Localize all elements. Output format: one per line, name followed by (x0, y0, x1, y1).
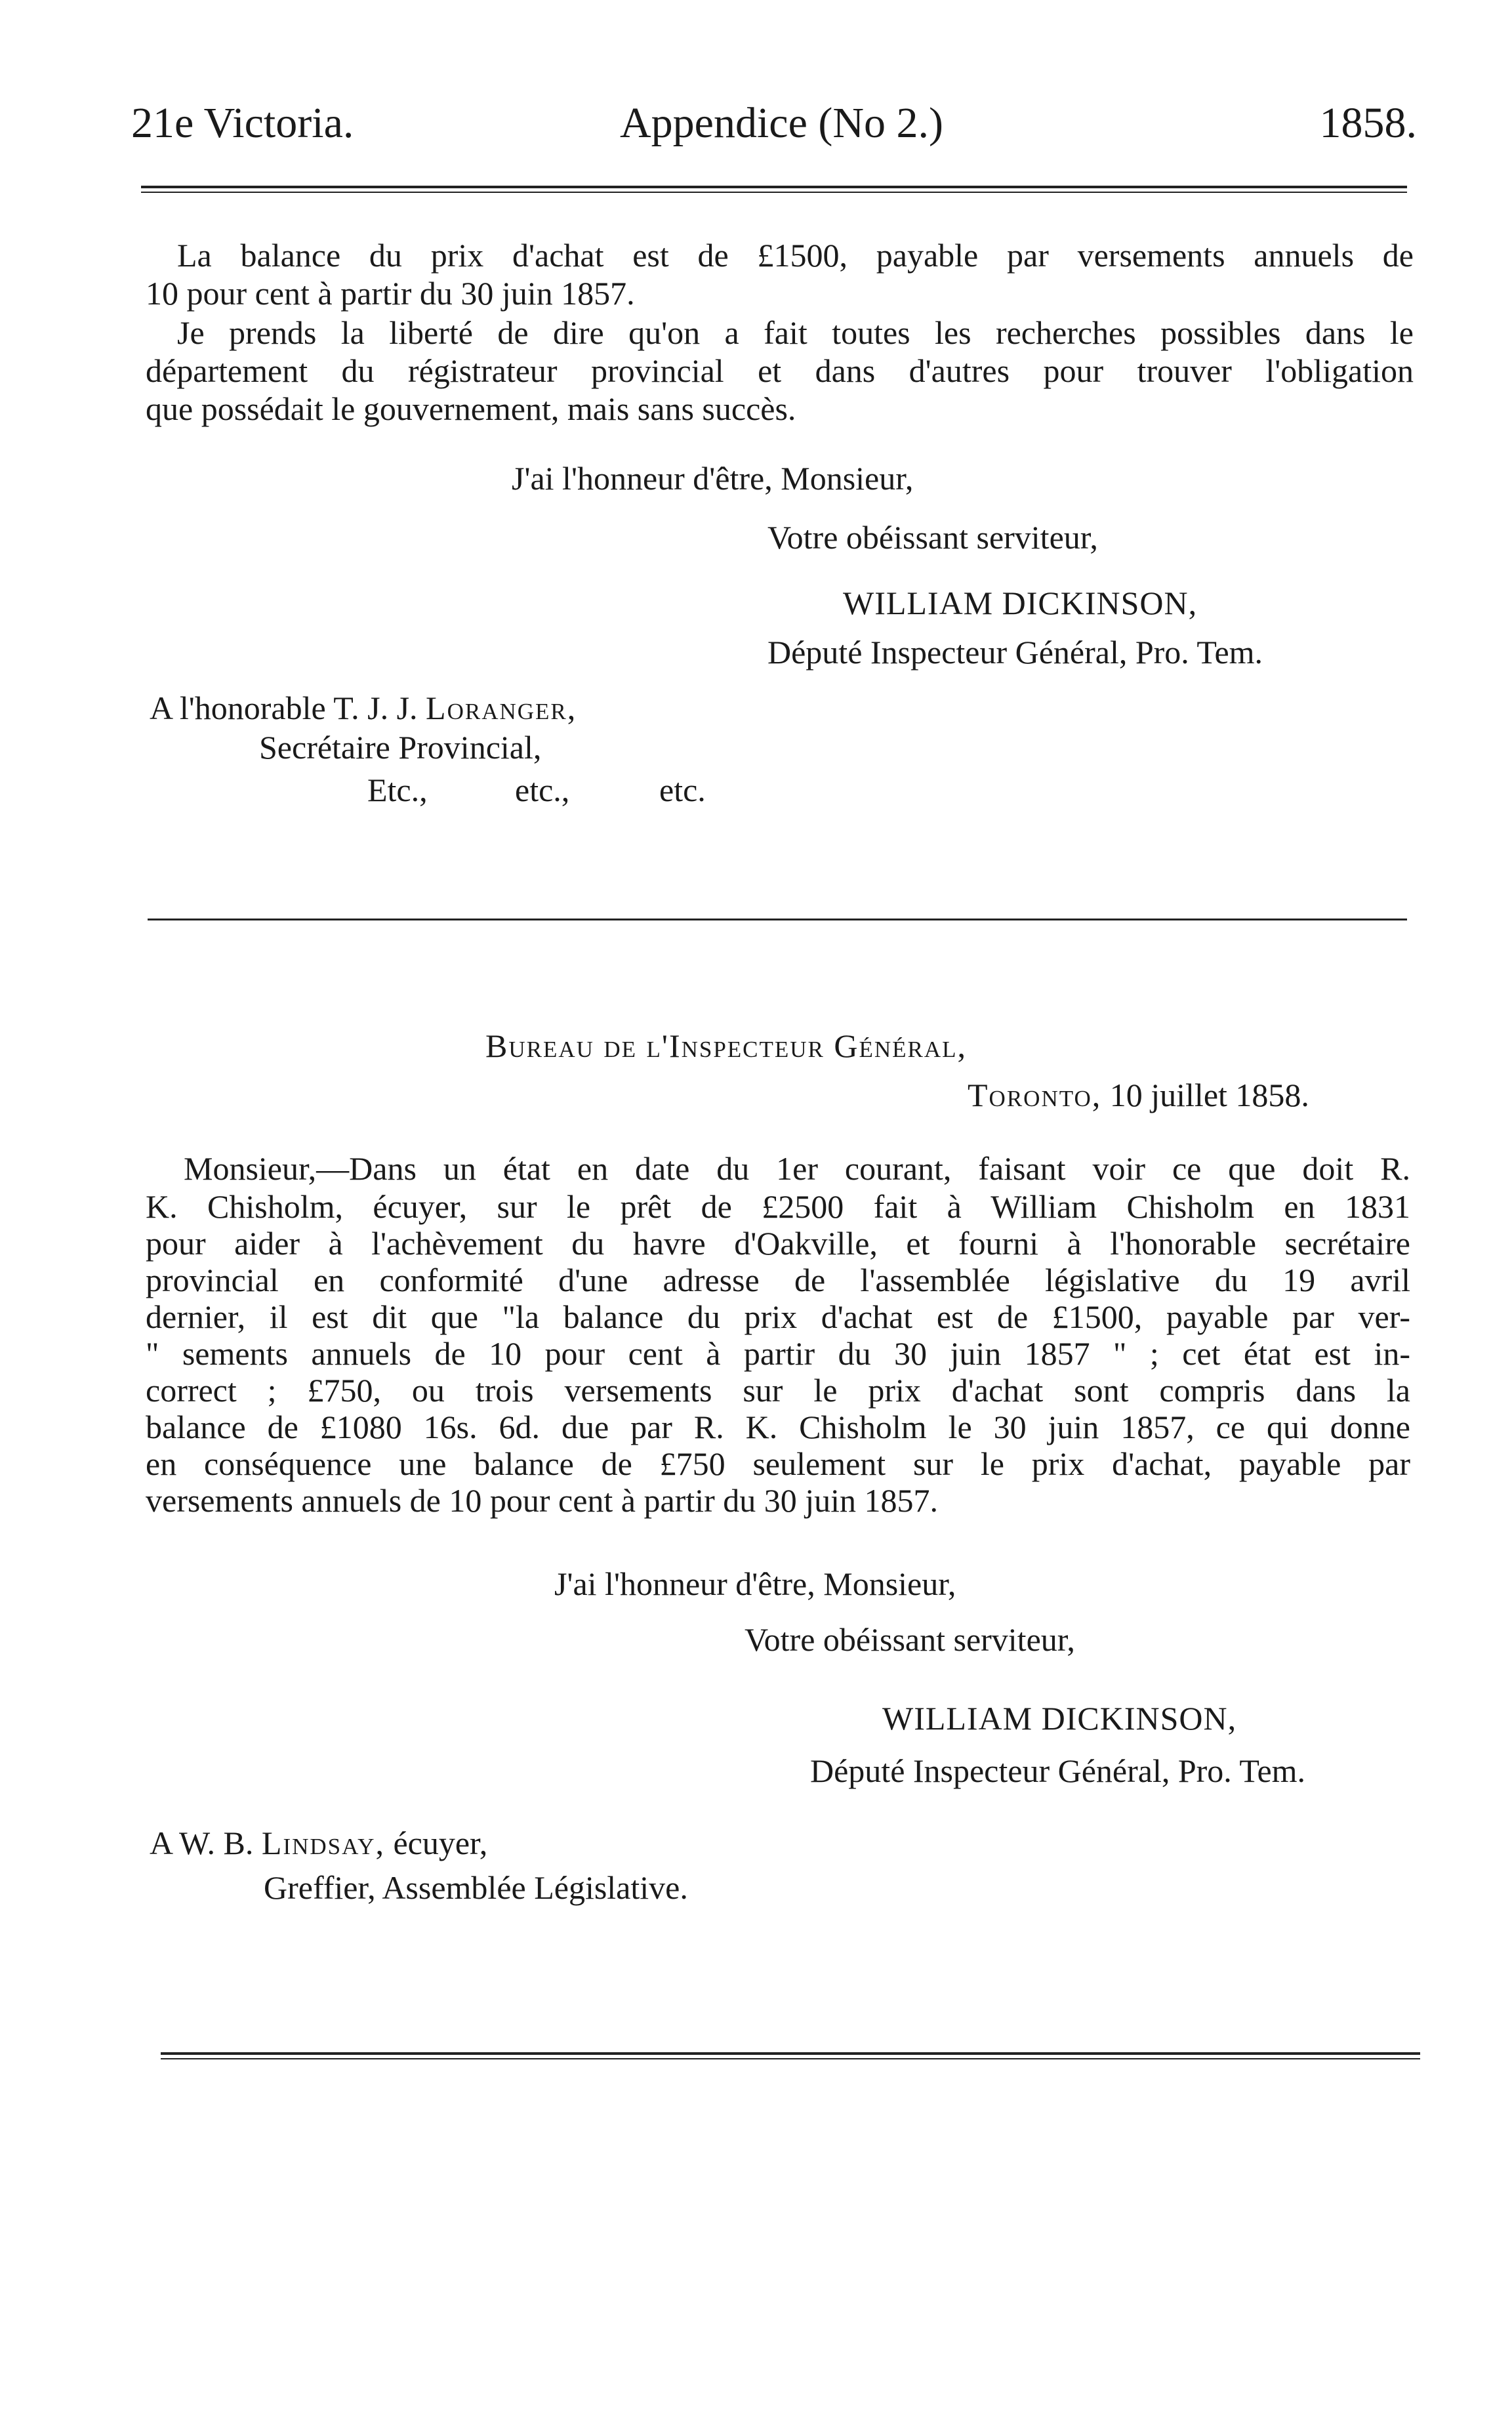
etc-3: etc. (659, 772, 706, 808)
body-line: en conséquence une balance de £750 seulement sur le prix d'achat, payable par (146, 1445, 1410, 1482)
body-line: dernier, il est dit que "la balance du prix d'achat est de £1500, payable par ver- (146, 1298, 1410, 1335)
body-line: " sements annuels de 10 pour cent à partir du 30 juin 1857 " ; cet état est in- (146, 1335, 1410, 1372)
running-header (131, 97, 1417, 150)
body-line: K. Chisholm, écuyer, sur le prêt de £2500 fait à William Chisholm en 1831 (146, 1188, 1410, 1225)
body-line: correct ; £750, ou trois versements sur le prix d'achat sont compris dans la (146, 1372, 1410, 1409)
header-rule (141, 186, 1407, 193)
body-line: La balance du prix d'achat est de £1500, payable par versements annuels de (177, 237, 1414, 274)
addressee-prefix: A l'honorable T. J. J. (150, 690, 426, 726)
section-divider (148, 919, 1407, 920)
signature-title: Député Inspecteur Général, Pro. Tem. (810, 1752, 1306, 1789)
addressee-line (150, 1824, 487, 1862)
body-line: versements annuels de 10 pour cent à partir du 30 juin 1857. (146, 1482, 939, 1519)
body-line: Je prends la liberté de dire qu'on a fait toutes les recherches possibles dans le (177, 314, 1414, 351)
header-appendix: Appendice (No 2.) (620, 99, 944, 147)
signature-name: WILLIAM DICKINSON, (882, 1700, 1237, 1737)
body-line: département du régistrateur provincial et dans d'autres pour trouver l'obligation (146, 352, 1414, 389)
header-session: 21e Victoria. (131, 99, 354, 147)
body-line: que possédait le gouvernement, mais sans succès. (146, 390, 796, 427)
addressee-prefix: A W. B. (150, 1825, 262, 1861)
addressee-name: Loranger, (426, 690, 577, 726)
place: Toronto, (968, 1077, 1102, 1113)
footer-rule (161, 2052, 1420, 2059)
closing-servant: Votre obéissant serviteur, (767, 519, 1098, 556)
office-heading: Bureau de l'Inspecteur Général, (485, 1027, 968, 1064)
closing-salutation: J'ai l'honneur d'être, Monsieur, (512, 460, 914, 497)
signature-title: Député Inspecteur Général, Pro. Tem. (767, 634, 1263, 671)
body-line: 10 pour cent à partir du 30 juin 1857. (146, 275, 635, 312)
body-line: balance de £1080 16s. 6d. due par R. K. Chisholm le 30 juin 1857, ce qui donne (146, 1409, 1410, 1445)
signature-name: WILLIAM DICKINSON, (843, 585, 1198, 621)
etc-1: Etc., (367, 772, 428, 808)
addressee-title: Secrétaire Provincial, (259, 729, 542, 766)
body-line: pour aider à l'achèvement du havre d'Oakville, et fourni à l'honorable secrétaire (146, 1225, 1410, 1262)
etc-2: etc., (515, 772, 570, 808)
closing-salutation: J'ai l'honneur d'être, Monsieur, (554, 1565, 956, 1602)
body-line: Monsieur,—Dans un état en date du 1er courant, faisant voir ce que doit R. (184, 1150, 1410, 1187)
body-line: provincial en conformité d'une adresse de l'assemblée législative du 19 avril (146, 1262, 1410, 1298)
place-date (968, 1076, 1309, 1114)
header-year: 1858. (1319, 99, 1417, 147)
date: 10 juillet 1858. (1101, 1077, 1309, 1113)
addressee-name: Lindsay, (261, 1825, 385, 1861)
closing-servant: Votre obéissant serviteur, (745, 1621, 1075, 1658)
addressee-line (150, 689, 577, 727)
addressee-etc (367, 771, 706, 809)
addressee-title: Greffier, Assemblée Législative. (264, 1869, 688, 1906)
addressee-suffix: écuyer, (384, 1825, 488, 1861)
